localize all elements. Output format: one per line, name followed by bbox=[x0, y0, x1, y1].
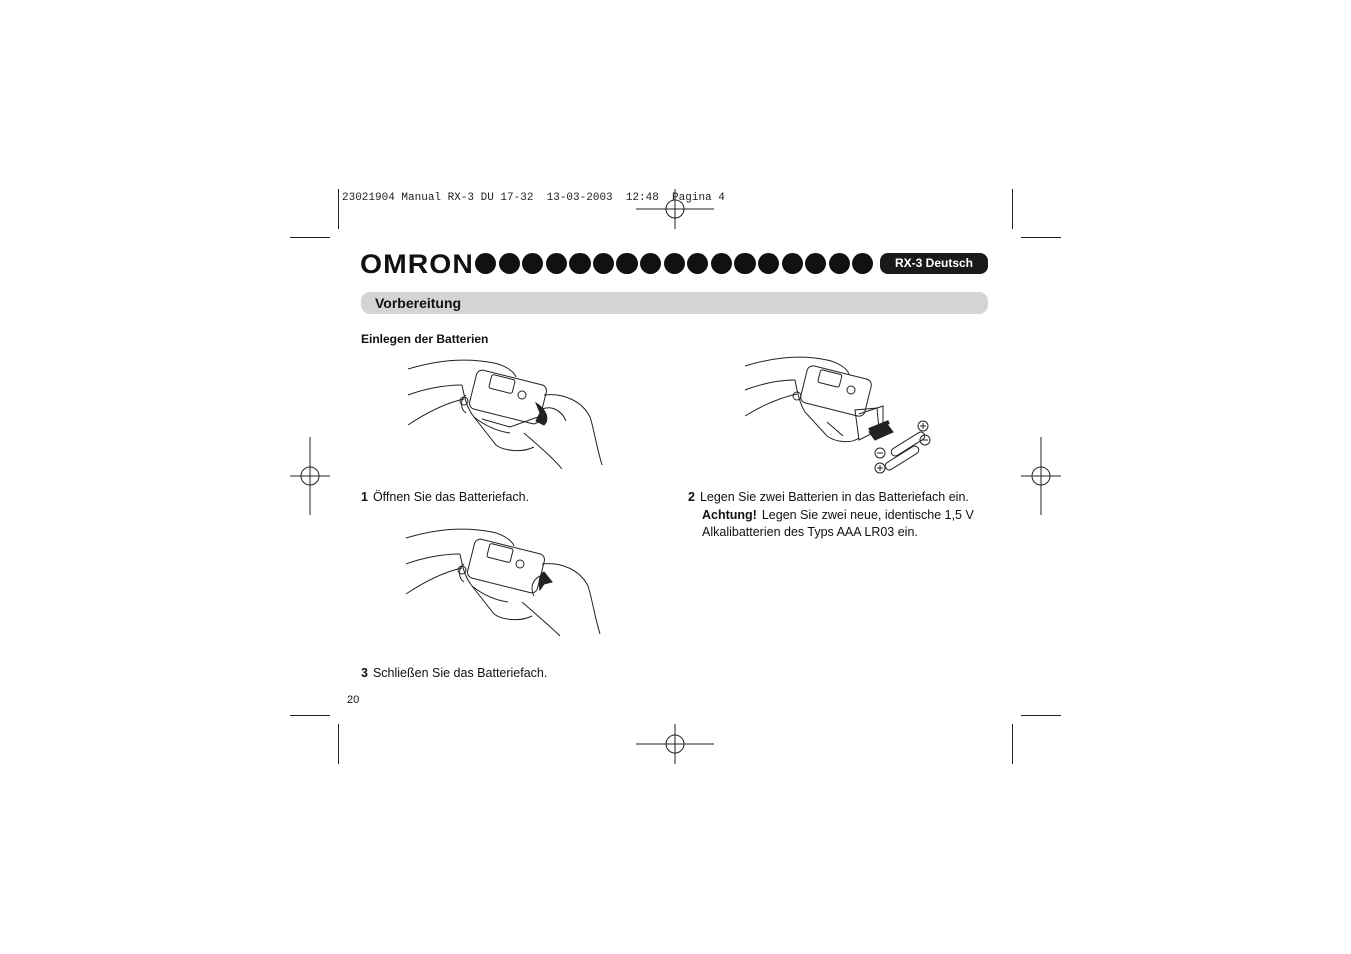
illustration-open-cover bbox=[404, 355, 606, 471]
crop-mark bbox=[338, 724, 339, 764]
illustration-close-cover bbox=[402, 522, 604, 638]
step-text: Öffnen Sie das Batteriefach. bbox=[372, 490, 530, 504]
warning-text-continued: Alkalibatterien des Typs AAA LR03 ein. bbox=[702, 525, 918, 539]
crop-mark bbox=[338, 189, 339, 229]
step-2 bbox=[688, 489, 998, 542]
registration-mark-bottom bbox=[636, 724, 714, 764]
crop-mark bbox=[290, 715, 330, 716]
step-3 bbox=[361, 665, 547, 683]
subheading: Einlegen der Batterien bbox=[361, 332, 489, 346]
step-1 bbox=[361, 489, 529, 507]
crop-mark bbox=[1021, 715, 1061, 716]
step-number: 3 bbox=[361, 666, 368, 680]
crop-mark bbox=[1012, 724, 1013, 764]
model-language-badge: RX-3 Deutsch bbox=[880, 253, 988, 274]
registration-mark-left bbox=[290, 437, 330, 515]
crop-mark bbox=[1021, 237, 1061, 238]
crop-mark bbox=[1012, 189, 1013, 229]
decorative-dot-row bbox=[475, 253, 873, 274]
step-number: 2 bbox=[688, 490, 695, 504]
printer-slug: 23021904 Manual RX-3 DU 17-32 13-03-2003 12:48 Pagina 4 bbox=[342, 192, 725, 204]
registration-mark-top bbox=[636, 189, 714, 229]
registration-mark-right bbox=[1021, 437, 1061, 515]
warning-label: Achtung! bbox=[702, 507, 757, 522]
illustration-insert-batteries bbox=[743, 352, 939, 476]
crop-mark bbox=[290, 237, 330, 238]
section-header bbox=[361, 292, 988, 314]
warning-text: Legen Sie zwei neue, identische 1,5 V bbox=[761, 507, 974, 522]
step-number: 1 bbox=[361, 490, 368, 504]
page-number: 20 bbox=[347, 694, 360, 706]
step-text: Schließen Sie das Batteriefach. bbox=[372, 666, 548, 680]
section-title: Vorbereitung bbox=[375, 295, 462, 311]
brand-logo: OMRON bbox=[360, 249, 474, 279]
step-text: Legen Sie zwei Batterien in das Batteriefach ein. bbox=[699, 490, 969, 504]
